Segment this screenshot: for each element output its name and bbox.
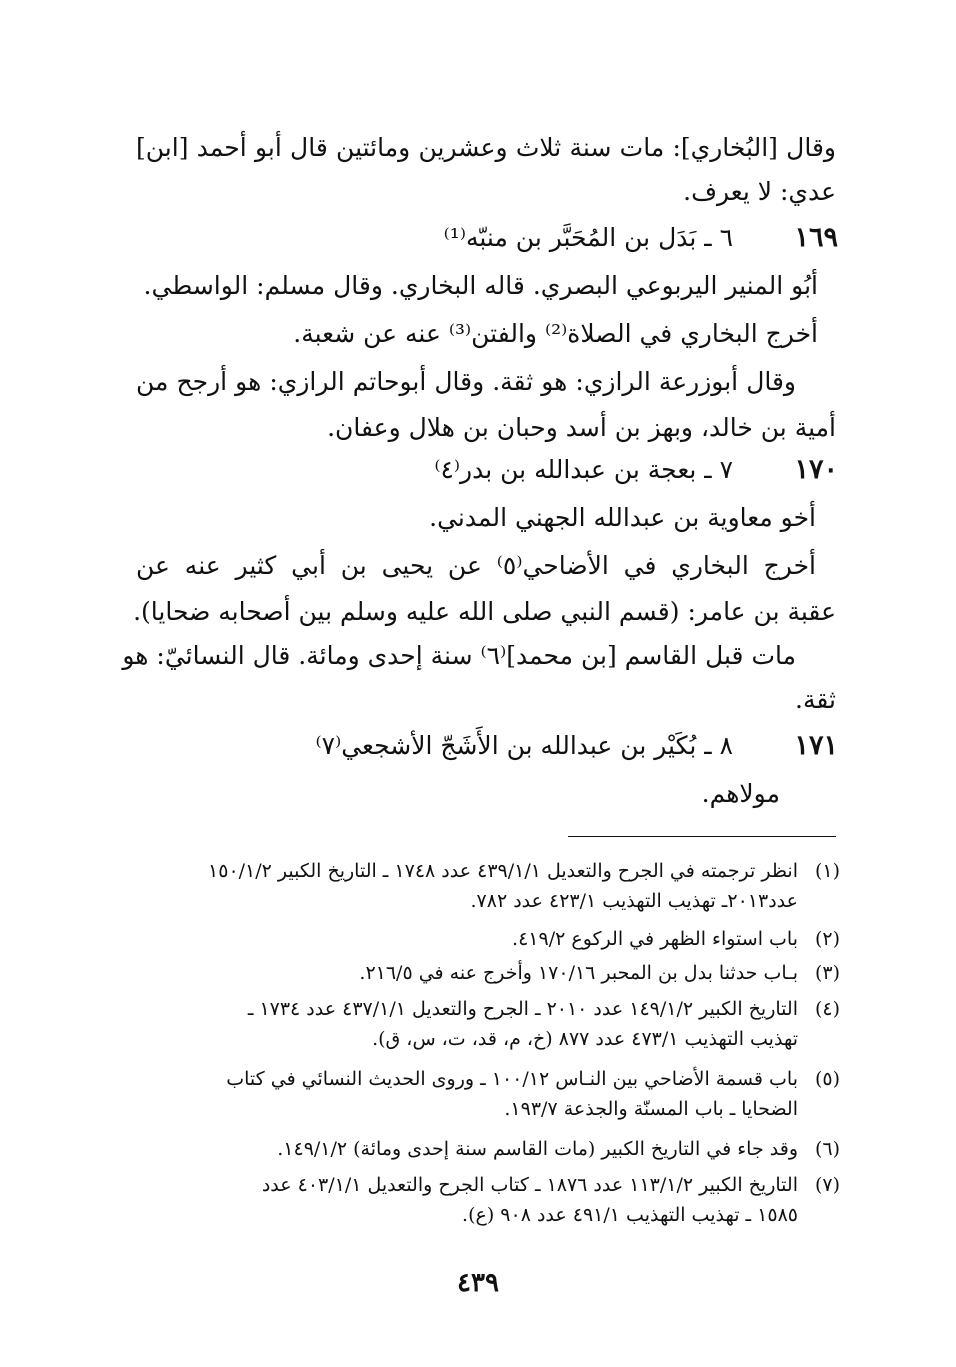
footnote-1 [138,856,840,916]
entry-169-heading [136,218,838,258]
entry-170-line-5: ثقة. [795,685,836,714]
footnote-line: الضحايا ـ باب المسنّة والجذعة ١٩٣/٧. [504,1098,798,1120]
footnote-4 [138,994,840,1054]
entry-169-line-1: أبُو المنير اليربوعي البصري. قاله البخاري. وقال مسلم: الواسطي. [143,271,818,300]
footnote-3 [138,958,840,988]
page-number: ٤٣٩ [457,1268,499,1298]
entry-title: ٧ ـ بعجة بن عبدالله بن بدر⁽٤⁾ [434,455,733,484]
footnote-line: ١٥٨٥ ـ تهذيب التهذيب ٤٩١/١ عدد ٩٠٨ (ع). [462,1204,798,1226]
footnote-mark: (٣) [814,962,840,984]
footnote-mark: (٢) [814,928,840,950]
footnote-line: باب قسمة الأضاحي بين النـاس ١٠٠/١٢ ـ وروى الحديث النسائي في كتاب [226,1068,798,1090]
entry-170-line-4: مات قبل القاسم [بن محمد]⁽٦⁾ سنة إحدى ومائة. قال النسائيّ: هو [122,641,796,670]
entry-169-line-2: أخرج البخاري في الصلاة⁽²⁾ والفتن⁽³⁾ عنه عن شعبة. [293,319,818,348]
intro-line-1: وقال [البُخاري]: مات سنة ثلاث وعشرين ومائتين قال أبو أحمد [ابن] [136,133,836,162]
entry-170-line-3: عقبة بن عامر: (قسم النبي صلى الله عليه وسلم بين أصحابه ضحايا). [133,597,836,626]
footnote-2 [138,924,840,954]
footnote-mark: (٤) [814,998,840,1020]
entry-170-line-2: أخرج البخاري في الأضاحي⁽٥⁾ عن يحيى بن أبي كثير عنه عن [136,551,816,580]
entry-title: ٦ ـ بَدَل بن المُحَبَّر بن منبّه⁽¹⁾ [443,223,733,252]
footnote-line: انظر ترجمته في الجرح والتعديل ٤٣٩/١/١ عدد ١٧٤٨ ـ التاريخ الكبير ١٥٠/١/٢ [208,860,798,882]
footnote-mark: (١) [814,860,840,882]
footnote-mark: (٥) [814,1068,840,1090]
entry-169-line-3: وقال أبوزرعة الرازي: هو ثقة. وقال أبوحاتم الرازي: هو أرجح من [136,367,796,396]
intro-line-2: عدي: لا يعرف. [683,177,836,206]
footnote-5 [138,1064,840,1124]
footnote-line: بـاب حدثنا بدل بن المحبر ١٧٠/١٦ وأخرج عنه في ٢١٦/٥. [359,962,798,984]
footnote-line: التاريخ الكبير ١١٣/١/٢ عدد ١٨٧٦ ـ كتاب الجرح والتعديل ٤٠٣/١/١ عدد [261,1174,798,1196]
footnote-separator [568,836,836,837]
entry-number: ١٧٠ [794,454,838,485]
entry-title: ٨ ـ بُكَيْر بن عبدالله بن الأَشَجّ الأشجعي⁽٧⁾ [315,731,733,760]
footnote-mark: (٦) [814,1138,840,1160]
entry-170-line-1: أخو معاوية بن عبدالله الجهني المدني. [429,503,816,532]
entry-number: ١٧١ [794,730,838,761]
entry-171-heading [136,726,838,766]
footnote-7 [138,1170,840,1230]
footnote-line: التاريخ الكبير ١٤٩/١/٢ عدد ٢٠١٠ ـ الجرح والتعديل ٤٣٧/١/١ عدد ١٧٣٤ ـ [247,998,798,1020]
footnote-mark: (٧) [814,1174,840,1196]
footnote-line: تهذيب التهذيب ٤٧٣/١ عدد ٨٧٧ (خ، م، قد، ت، س، ق). [372,1028,798,1050]
footnote-line: وقد جاء في التاريخ الكبير (مات القاسم سنة إحدى ومائة) ١٤٩/١/٢. [277,1138,798,1160]
entry-169-line-4: أمية بن خالد، وبهز بن أسد وحبان بن هلال وعفان. [327,413,836,442]
entry-170-heading [136,450,838,490]
footnote-6 [138,1134,840,1164]
footnote-line: عدد٢٠١٣ـ تهذيب التهذيب ٤٢٣/١ عدد ٧٨٢. [470,890,798,912]
footnote-line: باب استواء الظهر في الركوع ٤١٩/٢. [512,928,798,950]
entry-number: ١٦٩ [794,222,838,253]
entry-171-line-1: مولاهم. [701,779,780,808]
